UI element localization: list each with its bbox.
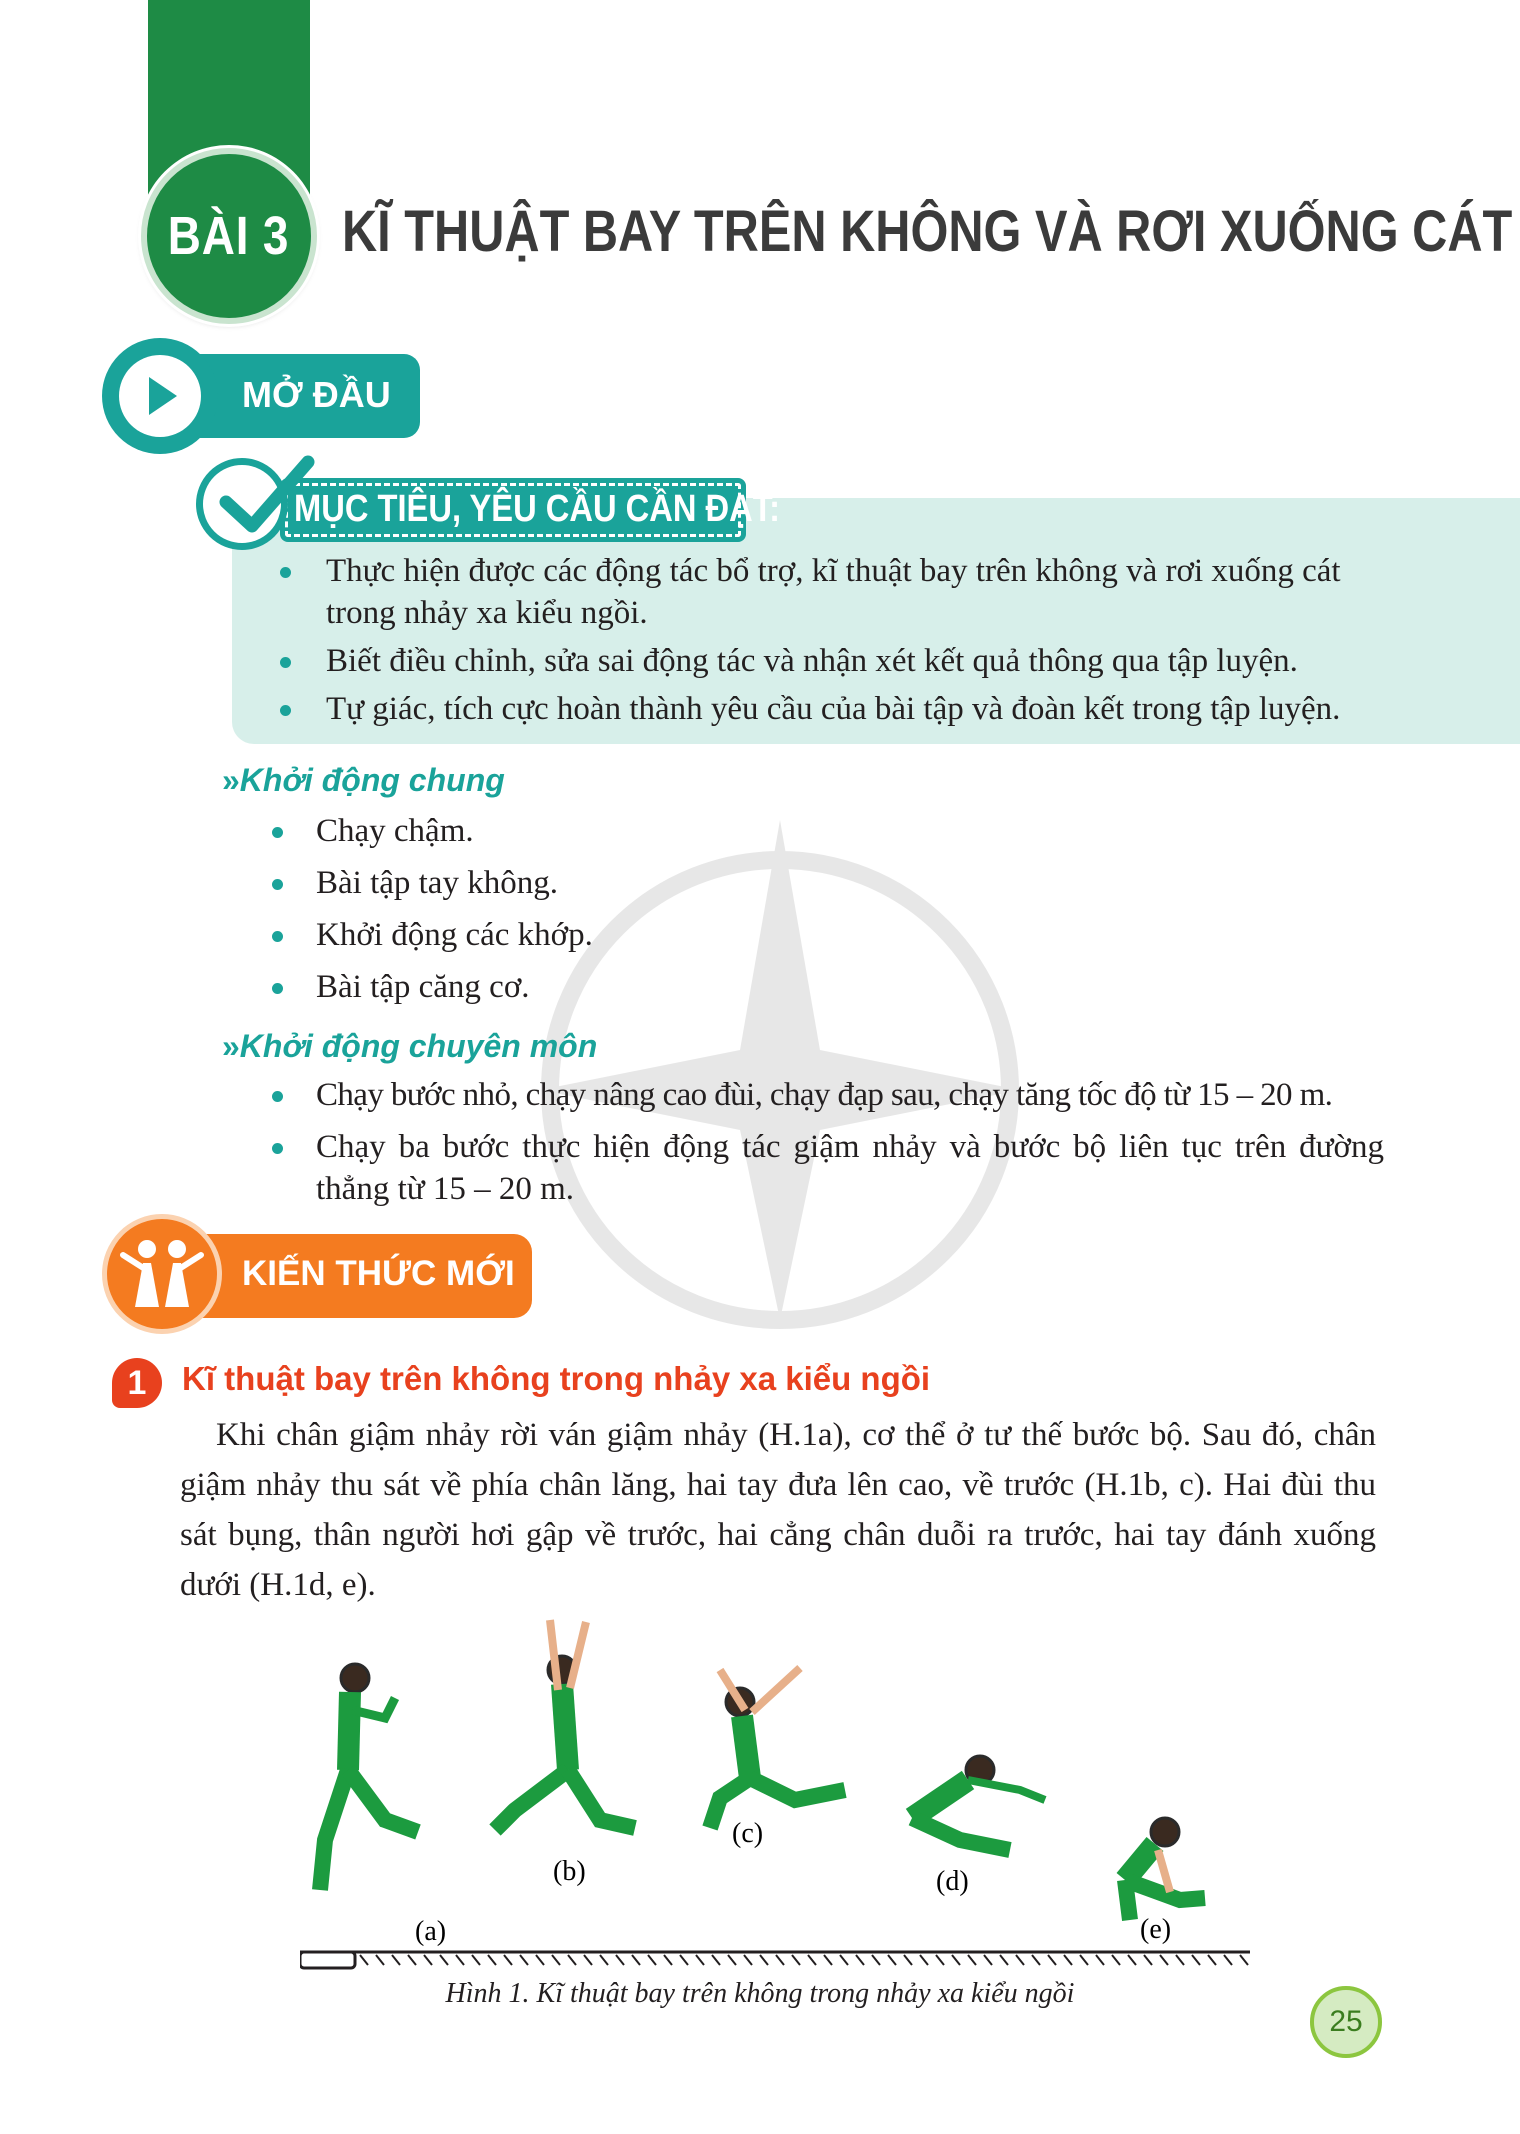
list-item: Tự giác, tích cực hoàn thành yêu cầu của bài tập và đoàn kết trong tập luyện. xyxy=(280,688,1390,730)
page-number: 25 xyxy=(1310,1986,1382,2058)
section-number-badge: 1 xyxy=(112,1358,162,1408)
athlete-figure-c xyxy=(710,1668,845,1828)
figure-label-b: (b) xyxy=(553,1856,586,1887)
section-paragraph: Khi chân giậm nhảy rời ván giậm nhảy (H.1a), cơ thể ở tư thế bước bộ. Sau đó, chân giậm nhảy thu sát về phía chân lăng, hai tay đưa lên cao, về trước (H.1b, c). Hai đùi thu sát bụng, thân người hơi gập về trước, hai cẳng chân duỗi ra trước, hai tay đánh xuống dưới (H.1d, e). xyxy=(180,1417,1376,1603)
athlete-figure-e xyxy=(1125,1818,1205,1920)
list-item: Thực hiện được các động tác bổ trợ, kĩ thuật bay trên không và rơi xuống cát trong nhảy xa kiểu ngồi. xyxy=(280,550,1390,634)
intro-icon-circle xyxy=(102,338,218,454)
objectives-title: MỤC TIÊU, YÊU CẦU CẦN ĐẠT: xyxy=(294,488,780,530)
lesson-badge-text: BÀI 3 xyxy=(168,206,290,266)
athlete-figure-d xyxy=(912,1756,1045,1850)
double-chevron-icon: » xyxy=(222,762,240,798)
double-chevron-icon: » xyxy=(222,1028,240,1064)
list-item: Bài tập căng cơ. xyxy=(272,966,1272,1008)
list-item: Biết điều chỉnh, sửa sai động tác và nhận xét kết quả thông qua tập luyện. xyxy=(280,640,1390,682)
list-item: Bài tập tay không. xyxy=(272,862,1272,904)
athlete-figure-a xyxy=(320,1664,418,1890)
check-icon xyxy=(212,452,316,542)
play-icon xyxy=(135,371,185,421)
list-item: Chạy bước nhỏ, chạy nâng cao đùi, chạy đạp sau, chạy tăng tốc độ từ 15 – 20 m. xyxy=(272,1074,1384,1116)
warmup-specific-heading: »Khởi động chuyên môn xyxy=(222,1028,598,1064)
list-item: Chạy ba bước thực hiện động tác giậm nhảy và bước bộ liên tục trên đường thẳng từ 15 – 20 m. xyxy=(272,1126,1384,1210)
ground-line xyxy=(300,1952,1250,1968)
figure-label-e: (e) xyxy=(1140,1914,1172,1945)
objectives-list xyxy=(280,550,1390,730)
new-knowledge-icon-circle xyxy=(102,1214,222,1334)
lesson-badge xyxy=(141,148,317,324)
people-icon xyxy=(107,1219,217,1329)
list-item: Chạy chậm. xyxy=(272,810,1272,852)
intro-label: MỞ ĐẦU xyxy=(242,374,391,415)
new-knowledge-label: KIẾN THỨC MỚI xyxy=(242,1254,515,1293)
section-title: Kĩ thuật bay trên không trong nhảy xa kiểu ngồi xyxy=(182,1360,931,1397)
list-item: Khởi động các khớp. xyxy=(272,914,1272,956)
warmup-general-heading: »Khởi động chung xyxy=(222,762,505,798)
athlete-figure-b xyxy=(495,1620,635,1830)
figure-caption: Hình 1. Kĩ thuật bay trên không trong nhảy xa kiểu ngồi xyxy=(445,1978,1075,2009)
warmup-general-list xyxy=(272,810,1272,1008)
figure-label-d: (d) xyxy=(936,1866,969,1897)
figure-label-c: (c) xyxy=(732,1818,764,1849)
figure-label-a: (a) xyxy=(415,1916,447,1947)
page-title: KĨ THUẬT BAY TRÊN KHÔNG VÀ RƠI XUỐNG CÁT xyxy=(342,199,1513,264)
warmup-specific-list xyxy=(272,1074,1384,1210)
long-jump-figure xyxy=(300,1600,1260,1980)
